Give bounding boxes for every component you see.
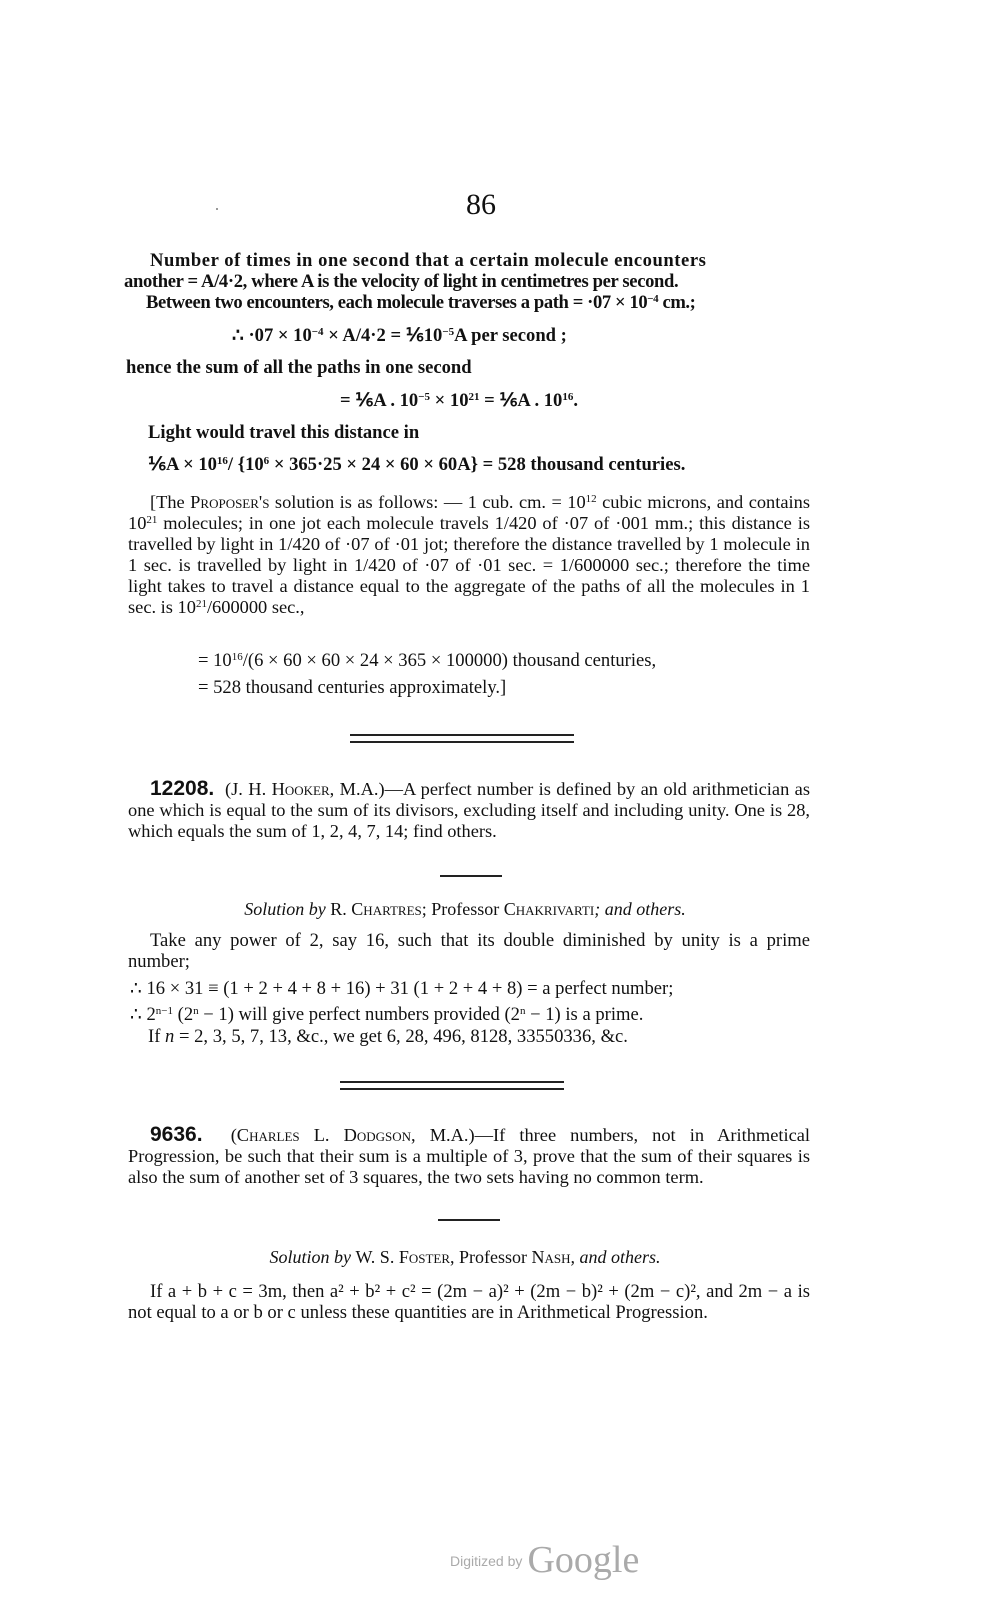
solution-equation-2 xyxy=(130,1004,643,1026)
para2-text: Between two encounters, each molecule traverses a path = ·07 × 10 xyxy=(146,292,648,313)
and-others: , and others. xyxy=(570,1247,661,1267)
para3: hence the sum of all the paths in one second xyxy=(126,357,472,378)
proposer-name: Proposer's xyxy=(190,492,270,512)
exponent: 21 xyxy=(468,391,480,403)
eq-part: / {10 xyxy=(227,454,264,475)
question-text xyxy=(128,1124,810,1188)
question-body: —A perfect number is defined by an old arithmetician as one which is equal to the sum of its divisors, excluding itself and including unity. One is 28, which equals the sum of 1, 2, 4, 7, 14; find others. xyxy=(128,779,810,841)
section-divider xyxy=(340,1081,564,1090)
google-logo: Google xyxy=(527,1539,640,1581)
bracket: [The xyxy=(150,492,191,512)
separator: ; Professor xyxy=(421,899,504,919)
digitized-by-google-watermark xyxy=(450,1538,639,1582)
eq-part: /(6 × 60 × 60 × 24 × 365 × 100000) thousand centuries, xyxy=(242,650,657,671)
eq-part: = 2, 3, 5, 7, 13, &c., we get 6, 28, 496, 8128, 33550336, &c. xyxy=(174,1026,628,1047)
exponent: 16 xyxy=(231,651,243,663)
and-others: ; and others. xyxy=(594,899,686,919)
para2 xyxy=(128,292,818,313)
solver-name: Chakrivarti xyxy=(503,899,595,919)
equation-1 xyxy=(232,325,567,347)
solution-12208 xyxy=(128,930,810,972)
separator: , Professor xyxy=(450,1247,532,1267)
question-number: 9636. xyxy=(150,1123,203,1146)
exponent: 21 xyxy=(195,598,207,610)
solution-equation-3 xyxy=(148,1026,628,1048)
eq-part: − 1) is a prime. xyxy=(525,1004,644,1025)
eq-part: × 10 xyxy=(430,390,469,411)
section-divider xyxy=(350,734,574,743)
solution-heading-9636 xyxy=(0,1247,930,1268)
solver-name: W. S. Foster xyxy=(355,1247,450,1267)
question-12208 xyxy=(128,778,810,842)
question-text xyxy=(128,778,810,842)
solution-text: If a + b + c = 3m, then a² + b² + c² = (2m − a)² + (2m − b)² + (2m − c)², and 2m − a is not equal to a or b or c unless these quantities are in Arithmetical Progression. xyxy=(128,1281,810,1323)
solution-heading-12208 xyxy=(0,899,930,920)
solution-text: Take any power of 2, say 16, such that its double diminished by unity is a prime number; xyxy=(128,930,810,972)
eq-part: = ⅙A . 10 xyxy=(479,390,563,411)
proposer-solution xyxy=(128,492,810,618)
para1-line1: Number of times in one second that a certain molecule encounters xyxy=(150,250,707,271)
eq-part: ⅙A × 10 xyxy=(148,454,217,475)
continuation-text xyxy=(124,250,818,313)
eq-part: (2 xyxy=(173,1004,194,1025)
eq-part: If xyxy=(148,1026,166,1047)
para1-line2: another = A/4·2, where A is the velocity of light in centimetres per second. xyxy=(124,271,679,292)
para2-end: cm.; xyxy=(658,292,696,313)
eq-part: . xyxy=(573,390,579,411)
exponent: −5 xyxy=(418,391,430,403)
eq-part: × 365·25 × 24 × 60 × 60A} = 528 thousand centuries. xyxy=(269,454,686,475)
solution-by: Solution by xyxy=(269,1247,351,1267)
variable: n xyxy=(165,1026,175,1047)
eq-part: ∴ 2 xyxy=(130,1004,156,1025)
short-divider xyxy=(440,875,502,877)
eq-part: = ⅙A . 10 xyxy=(340,390,419,411)
question-number: 12208. xyxy=(150,777,215,800)
solver-name: R. Chartres xyxy=(330,899,422,919)
text: cubic microns, and contains 10 xyxy=(128,492,810,533)
exponent: n−1 xyxy=(155,1005,173,1017)
text: solution is as follows: — 1 cub. cm. = 10 xyxy=(269,492,586,512)
question-author: (J. H. Hooker, M.A.) xyxy=(225,779,385,799)
exponent: n xyxy=(193,1005,199,1017)
question-9636 xyxy=(128,1124,810,1188)
page-number: 86 xyxy=(466,188,496,221)
solution-by: Solution by xyxy=(244,899,326,919)
eq-part: ∴ ·07 × 10 xyxy=(232,325,312,346)
proposer-equation-2: = 528 thousand centuries approximately.] xyxy=(198,677,507,698)
eq-part: A per second ; xyxy=(454,325,567,346)
exponent: 6 xyxy=(263,455,270,467)
eq-part: − 1) will give perfect numbers provided (2 xyxy=(198,1004,520,1025)
question-body: —If three numbers, not in Arithmetical Progression, be such that their sum is a multiple of 3, prove that the sum of their squares is also the sum of another set of 3 squares, the two sets having no common term. xyxy=(128,1125,811,1187)
short-divider xyxy=(438,1219,500,1221)
exponent: −4 xyxy=(647,293,659,305)
proposer-paragraph xyxy=(128,492,810,618)
text: /600000 sec., xyxy=(206,597,305,617)
text: molecules; in one jot each molecule travels 1/420 of ·07 of ·001 mm.; this distance is travelled by light in 1/420 of ·07 of ·01 jot; therefore the distance travelled by 1 molecule in 1 sec. is travelled by light in 1/420 of ·07 of ·01 sec. = 1/600000 sec.; therefore the time light takes to travel a distance equal to the aggregate of the paths of all the molecules in 1 sec. is 10 xyxy=(128,513,810,617)
exponent: −4 xyxy=(311,326,324,338)
proposer-equation-1 xyxy=(198,650,656,672)
exponent: 21 xyxy=(146,514,158,526)
equation-2 xyxy=(340,390,578,412)
eq-part: = 10 xyxy=(198,650,232,671)
question-author: (Charles L. Dodgson, M.A.) xyxy=(230,1125,475,1145)
para4: Light would travel this distance in xyxy=(148,422,420,443)
exponent: 12 xyxy=(585,493,597,505)
watermark-prefix: Digitized by xyxy=(450,1553,523,1569)
exponent: n xyxy=(519,1005,526,1017)
solution-9636 xyxy=(128,1281,810,1323)
eq-part: × A/4·2 = ⅙10 xyxy=(323,325,443,346)
exponent: −5 xyxy=(442,326,455,338)
solver-name: Nash xyxy=(531,1247,571,1267)
exponent: 16 xyxy=(562,391,574,403)
equation-3 xyxy=(148,454,685,476)
solution-equation-1: ∴ 16 × 31 ≡ (1 + 2 + 4 + 8 + 16) + 31 (1 + 2 + 4 + 8) = a perfect number; xyxy=(130,978,674,999)
exponent: 16 xyxy=(216,455,228,467)
